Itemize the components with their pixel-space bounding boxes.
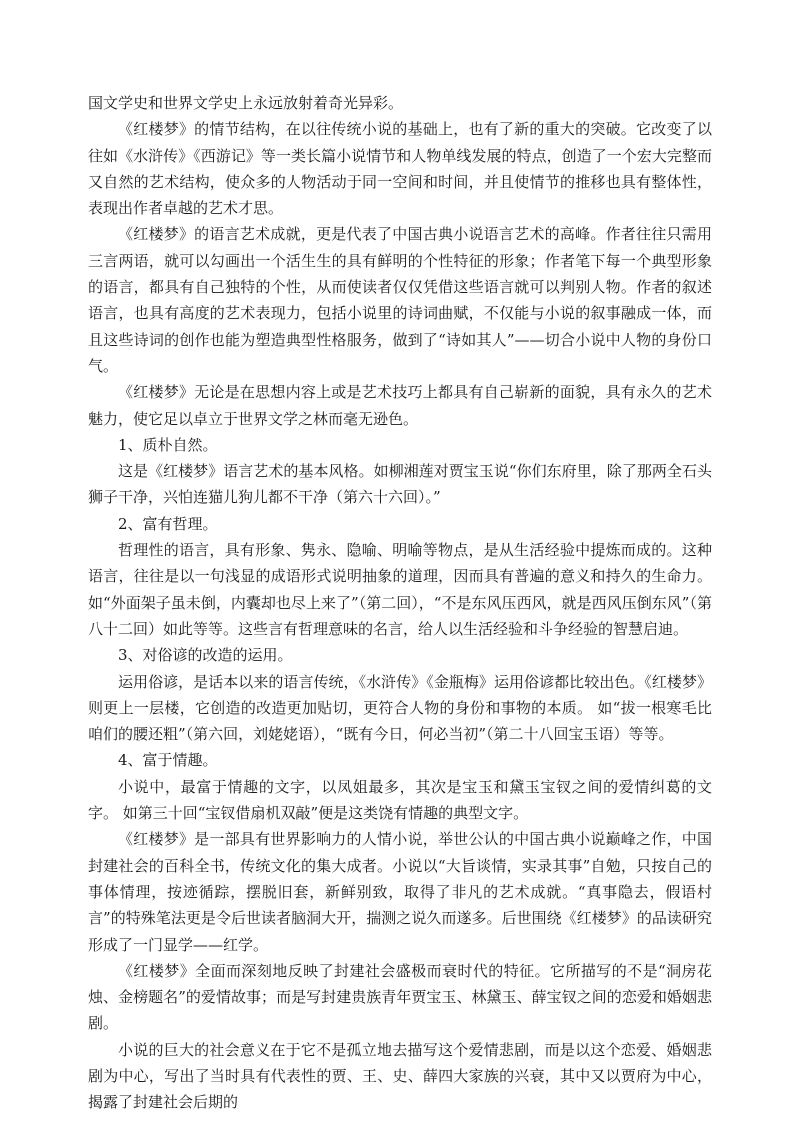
paragraph-language-art: 《红楼梦》的语言艺术成就，更是代表了中国古典小说语言艺术的高峰。作者往往只需用三言两语，就可以勾画出一个活生生的具有鲜明的个性特征的形象；作者笔下每一个典型形象的语言，都具有自己独特的个性，从而使读者仅仅凭借这些语言就可以判别人物。作者的叙述语言，也具有高度的艺术表现力，包括小说里的诗词曲赋，不仅能与小说的叙事融成一体，而且这些诗词的创作也能为塑造典型性格服务，做到了“诗如其人”——切合小说中人物的身份口气。 [88,225,712,375]
paragraph-plot-structure: 《红楼梦》的情节结构，在以往传统小说的基础上，也有了新的重大的突破。它改变了以往如《水浒传》《西游记》等一类长篇小说情节和人物单线发展的特点，创造了一个宏大完整而又自然的艺术结构，使众多的人物活动于同一空间和时间，并且使情节的推移也具有整体性，表现出作者卓越的艺术才思。 [88,120,712,218]
paragraph-feudal-society: 《红楼梦》全面而深刻地反映了封建社会盛极而衰时代的特征。它所描写的不是“洞房花烛、金榜题名”的爱情故事；而是写封建贵族青年贾宝玉、林黛玉、薛宝钗之间的恋爱和婚姻悲剧。 [88,961,712,1033]
paragraph-social-significance: 小说的巨大的社会意义在于它不是孤立地去描写这个爱情悲剧，而是以这个恋爱、婚姻悲剧为中心，写出了当时具有代表性的贾、王、史、薛四大家族的兴衰，其中又以贾府为中心，揭露了封建社会后期的 [88,1040,712,1112]
heading-simple-natural: 1、质朴自然。 [118,435,218,454]
document-body [88,90,712,1116]
heading-philosophical: 2、富有哲理。 [118,514,218,533]
heading-proverbs: 3、对俗谚的改造的运用。 [118,646,293,665]
paragraph-philosophical-language: 哲理性的语言，具有形象、隽永、隐喻、明喻等物点，是从生活经验中提炼而成的。这种语言，往往是以一句浅显的成语形式说明抽象的道理，因而具有普遍的意义和持久的生命力。 如“外面架子虽未倒，内囊却也尽上来了”（第二回），“不是东风压西风，就是西风压倒东风”（第八十二回）如此等等。这些言有哲理意味的名言，给人以生活经验和斗争经验的智慧启迪。 [88,541,712,638]
paragraph-artistic-charm: 《红楼梦》无论是在思想内容上或是艺术技巧上都具有自己崭新的面貌，具有永久的艺术魅力，使它足以卓立于世界文学之林而毫无逊色。 [88,383,712,428]
paragraph-basic-style: 这是《红楼梦》语言艺术的基本风格。如柳湘莲对贾宝玉说“你们东府里，除了那两全石头狮子干净，兴怕连猫儿狗儿都不干净（第六十六回）。” [88,462,712,507]
heading-interest: 4、富于情趣。 [118,751,218,770]
paragraph-1: 国文学史和世界文学史上永远放射着奇光异彩。 [88,94,404,112]
paragraph-interest: 小说中，最富于情趣的文字，以凤姐最多，其次是宝玉和黛玉宝钗之间的爱情纠葛的文字。 如第三十回“宝钗借扇机双敲”便是这类饶有情趣的典型文字。 [88,777,712,823]
paragraph-world-influence: 《红楼梦》是一部具有世界影响力的人情小说，举世公认的中国古典小说巅峰之作，中国封建社会的百科全书，传统文化的集大成者。小说以“大旨谈情，实录其事”自勉，只按自己的事体情理，按迹循踪，摆脱旧套，新鲜别致，取得了非凡的艺术成就。“真事隐去，假语村言”的特殊笔法更是令后世读者脑洞大开，揣测之说久而遂多。后世围绕《红楼梦》的品读研究形成了一门显学——红学。 [88,830,712,954]
paragraph-proverbs: 运用俗谚，是话本以来的语言传统，《水浒传》《金瓶梅》运用俗谚都比较出色。《红楼梦》则更上一层楼，它创造的改造更加贴切，更符合人物的身份和事物的本质。 如“拔一根寒毛比咱们的腰还粗”（第六回，刘姥姥语），“既有今日，何必当初”（第二十八回宝玉语）等等。 [88,672,712,744]
